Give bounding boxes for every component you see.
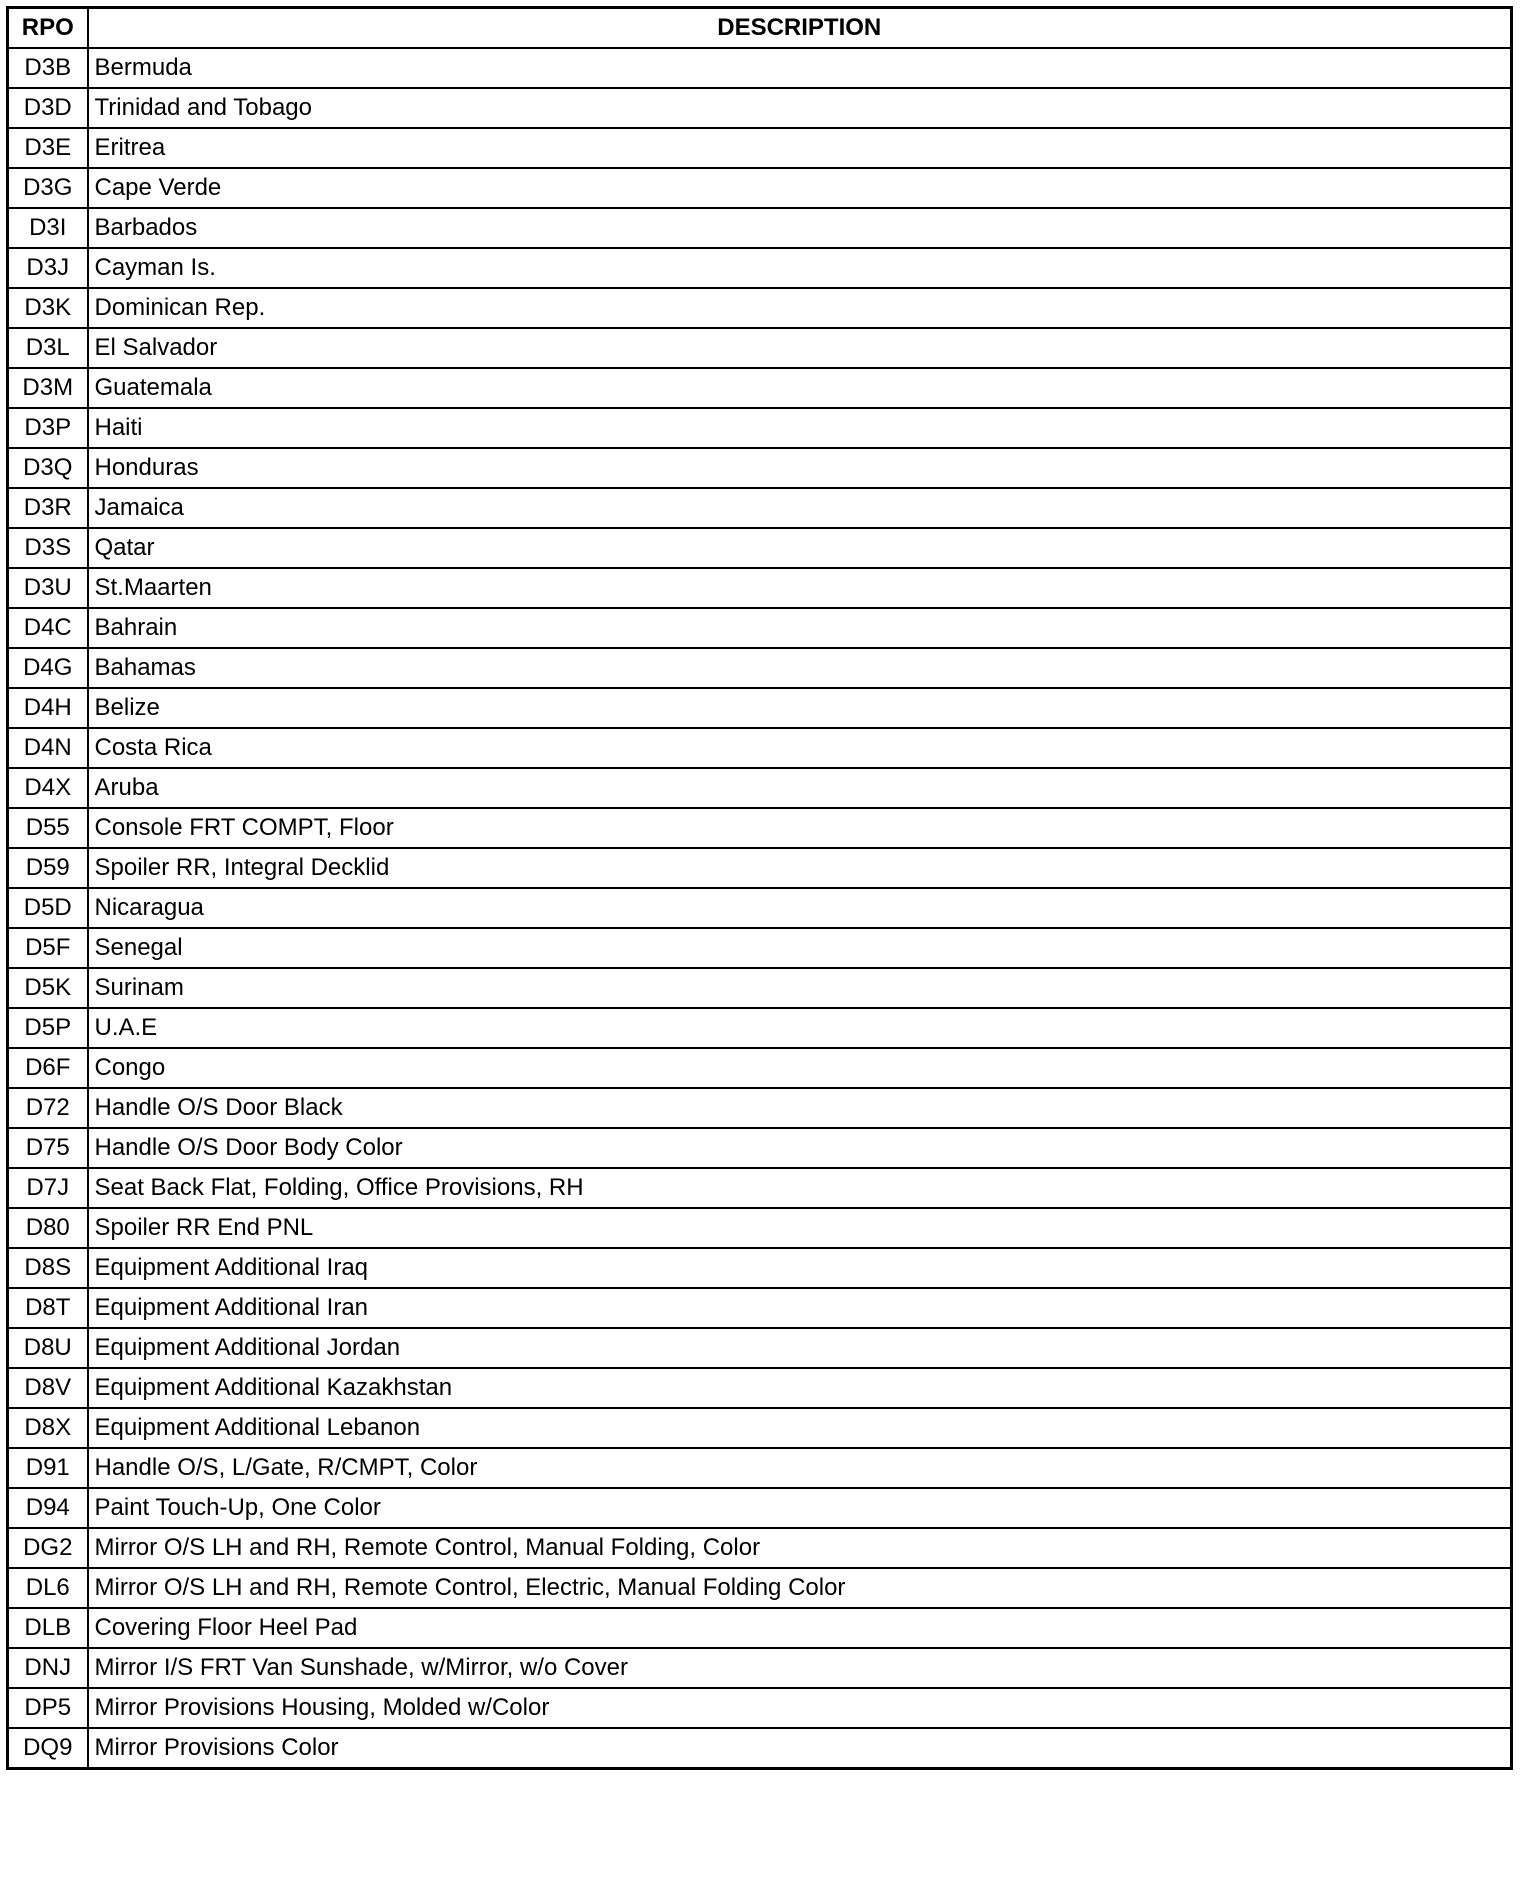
description-cell: Mirror Provisions Color (88, 1728, 1512, 1769)
description-cell: Mirror Provisions Housing, Molded w/Color (88, 1688, 1512, 1728)
description-cell: Belize (88, 688, 1512, 728)
table-row (8, 1288, 1512, 1328)
header-row (8, 8, 1512, 49)
description-cell: Cape Verde (88, 168, 1512, 208)
rpo-code-cell: D3M (8, 368, 88, 408)
description-cell: Handle O/S Door Body Color (88, 1128, 1512, 1168)
rpo-code-cell: D3G (8, 168, 88, 208)
table-row (8, 1648, 1512, 1688)
rpo-code-cell: DP5 (8, 1688, 88, 1728)
rpo-code-cell: D80 (8, 1208, 88, 1248)
table-row (8, 1488, 1512, 1528)
table-row (8, 848, 1512, 888)
rpo-code-cell: D94 (8, 1488, 88, 1528)
table-row (8, 328, 1512, 368)
table-row (8, 1568, 1512, 1608)
description-cell: Equipment Additional Jordan (88, 1328, 1512, 1368)
table-row (8, 1128, 1512, 1168)
table-row (8, 928, 1512, 968)
description-cell: Surinam (88, 968, 1512, 1008)
table-row (8, 48, 1512, 88)
table-row (8, 648, 1512, 688)
table-row (8, 568, 1512, 608)
description-cell: Trinidad and Tobago (88, 88, 1512, 128)
table-row (8, 1248, 1512, 1288)
description-cell: Equipment Additional Lebanon (88, 1408, 1512, 1448)
description-cell: Congo (88, 1048, 1512, 1088)
description-cell: Covering Floor Heel Pad (88, 1608, 1512, 1648)
description-cell: Haiti (88, 408, 1512, 448)
description-cell: Bermuda (88, 48, 1512, 88)
rpo-code-cell: D8T (8, 1288, 88, 1328)
table-row (8, 128, 1512, 168)
rpo-code-cell: DLB (8, 1608, 88, 1648)
description-cell: U.A.E (88, 1008, 1512, 1048)
table-row (8, 208, 1512, 248)
rpo-code-cell: D8V (8, 1368, 88, 1408)
table-row (8, 1208, 1512, 1248)
table-row (8, 1688, 1512, 1728)
rpo-code-cell: D75 (8, 1128, 88, 1168)
rpo-code-cell: DNJ (8, 1648, 88, 1688)
rpo-code-cell: D3R (8, 488, 88, 528)
document-page (6, 6, 1510, 1872)
table-row (8, 1528, 1512, 1568)
rpo-code-cell: D72 (8, 1088, 88, 1128)
table-row (8, 88, 1512, 128)
description-cell: Aruba (88, 768, 1512, 808)
rpo-code-cell: D3L (8, 328, 88, 368)
table-row (8, 528, 1512, 568)
description-cell: Honduras (88, 448, 1512, 488)
table-row (8, 368, 1512, 408)
table-row (8, 1088, 1512, 1128)
rpo-code-cell: D3U (8, 568, 88, 608)
table-row (8, 688, 1512, 728)
rpo-code-cell: D5F (8, 928, 88, 968)
rpo-code-cell: D8U (8, 1328, 88, 1368)
rpo-code-cell: D3J (8, 248, 88, 288)
description-cell: Bahamas (88, 648, 1512, 688)
table-row (8, 1328, 1512, 1368)
rpo-code-cell: D8S (8, 1248, 88, 1288)
rpo-code-cell: D59 (8, 848, 88, 888)
rpo-column-header: RPO (8, 8, 88, 49)
table-row (8, 808, 1512, 848)
description-cell: Qatar (88, 528, 1512, 568)
rpo-code-cell: D5P (8, 1008, 88, 1048)
table-row (8, 608, 1512, 648)
rpo-code-cell: DG2 (8, 1528, 88, 1568)
rpo-code-cell: D3K (8, 288, 88, 328)
description-cell: Handle O/S, L/Gate, R/CMPT, Color (88, 1448, 1512, 1488)
rpo-code-cell: D3I (8, 208, 88, 248)
table-row (8, 968, 1512, 1008)
description-cell: Guatemala (88, 368, 1512, 408)
rpo-code-cell: D3D (8, 88, 88, 128)
description-cell: Spoiler RR End PNL (88, 1208, 1512, 1248)
table-header (8, 8, 1512, 49)
table-row (8, 1368, 1512, 1408)
table-row (8, 1448, 1512, 1488)
rpo-code-cell: DL6 (8, 1568, 88, 1608)
description-cell: El Salvador (88, 328, 1512, 368)
description-cell: St.Maarten (88, 568, 1512, 608)
description-cell: Cayman Is. (88, 248, 1512, 288)
rpo-code-cell: D4N (8, 728, 88, 768)
rpo-code-cell: D3B (8, 48, 88, 88)
rpo-code-cell: D3E (8, 128, 88, 168)
table-row (8, 728, 1512, 768)
description-cell: Equipment Additional Iraq (88, 1248, 1512, 1288)
rpo-description-table (6, 6, 1513, 1770)
rpo-code-cell: D3P (8, 408, 88, 448)
rpo-code-cell: D3Q (8, 448, 88, 488)
table-row (8, 288, 1512, 328)
description-cell: Jamaica (88, 488, 1512, 528)
rpo-code-cell: D5K (8, 968, 88, 1008)
table-body (8, 48, 1512, 1769)
description-cell: Mirror I/S FRT Van Sunshade, w/Mirror, w/o Cover (88, 1648, 1512, 1688)
description-cell: Spoiler RR, Integral Decklid (88, 848, 1512, 888)
rpo-code-cell: D4H (8, 688, 88, 728)
table-row (8, 1008, 1512, 1048)
description-cell: Mirror O/S LH and RH, Remote Control, Manual Folding, Color (88, 1528, 1512, 1568)
description-cell: Paint Touch-Up, One Color (88, 1488, 1512, 1528)
description-cell: Equipment Additional Iran (88, 1288, 1512, 1328)
description-column-header: DESCRIPTION (88, 8, 1512, 49)
rpo-code-cell: D8X (8, 1408, 88, 1448)
table-row (8, 768, 1512, 808)
description-cell: Equipment Additional Kazakhstan (88, 1368, 1512, 1408)
table-row (8, 888, 1512, 928)
description-cell: Eritrea (88, 128, 1512, 168)
description-cell: Costa Rica (88, 728, 1512, 768)
description-cell: Dominican Rep. (88, 288, 1512, 328)
table-row (8, 248, 1512, 288)
table-row (8, 408, 1512, 448)
table-row (8, 1168, 1512, 1208)
description-cell: Nicaragua (88, 888, 1512, 928)
rpo-code-cell: DQ9 (8, 1728, 88, 1769)
rpo-code-cell: D7J (8, 1168, 88, 1208)
rpo-code-cell: D6F (8, 1048, 88, 1088)
rpo-code-cell: D91 (8, 1448, 88, 1488)
table-row (8, 488, 1512, 528)
description-cell: Handle O/S Door Black (88, 1088, 1512, 1128)
rpo-code-cell: D4C (8, 608, 88, 648)
rpo-code-cell: D3S (8, 528, 88, 568)
table-row (8, 168, 1512, 208)
table-row (8, 1408, 1512, 1448)
rpo-code-cell: D5D (8, 888, 88, 928)
description-cell: Senegal (88, 928, 1512, 968)
table-row (8, 1728, 1512, 1769)
description-cell: Bahrain (88, 608, 1512, 648)
table-row (8, 1608, 1512, 1648)
description-cell: Barbados (88, 208, 1512, 248)
rpo-code-cell: D4G (8, 648, 88, 688)
rpo-code-cell: D4X (8, 768, 88, 808)
description-cell: Console FRT COMPT, Floor (88, 808, 1512, 848)
rpo-code-cell: D55 (8, 808, 88, 848)
table-row (8, 448, 1512, 488)
table-row (8, 1048, 1512, 1088)
description-cell: Seat Back Flat, Folding, Office Provisions, RH (88, 1168, 1512, 1208)
description-cell: Mirror O/S LH and RH, Remote Control, Electric, Manual Folding Color (88, 1568, 1512, 1608)
